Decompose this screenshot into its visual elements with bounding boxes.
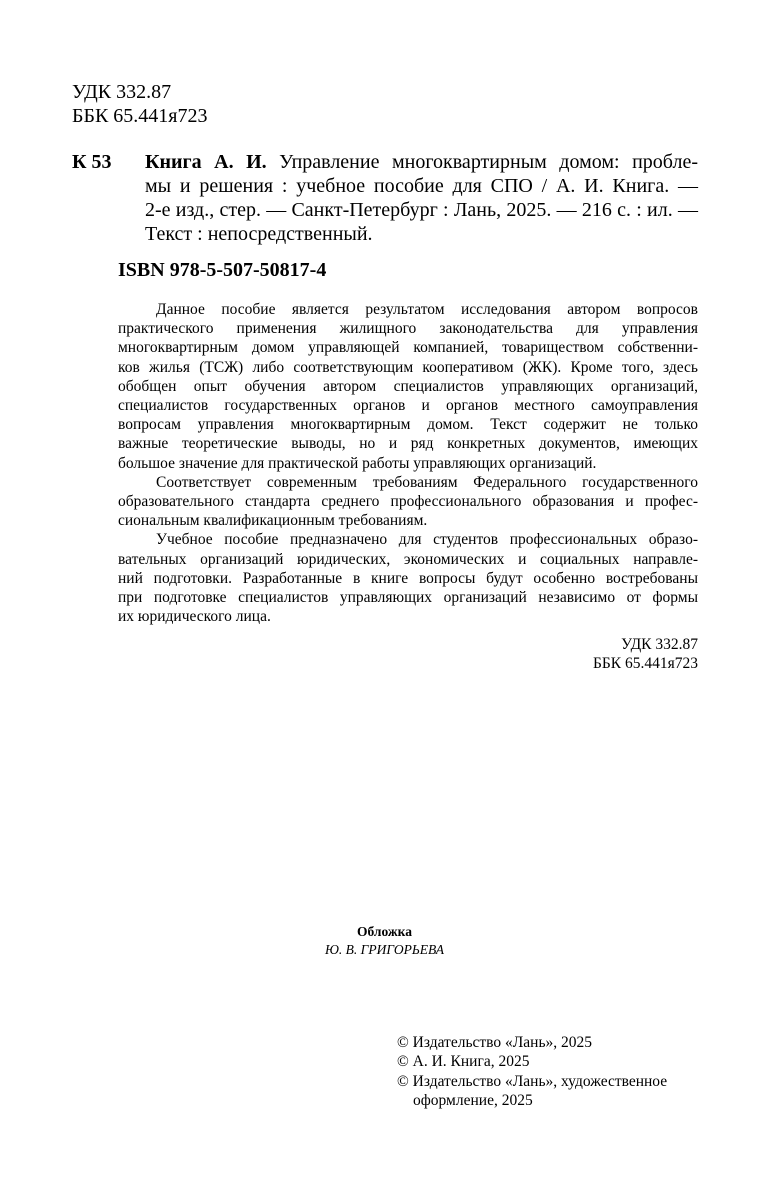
bib-line-1 [145,150,698,174]
bibliographic-record [145,150,698,246]
annotation-line: ков жилья (ТСЖ) либо соответствующим кооперативом (ЖК). Кроме того, здесь [118,358,698,376]
copyright-line: © А. И. Книга, 2025 [397,1053,530,1071]
bbk-code: ББК 65.441я723 [72,105,208,127]
author-cipher: К 53 [72,151,112,173]
bib-title-part: Управление многоквартирным домом: пробле- [266,151,698,173]
bib-line-4: Текст : непосредственный. [145,223,373,245]
bib-line-3: 2-е изд., стер. — Санкт-Петербург : Лань, 2025. — 216 с. : ил. — [145,199,698,221]
author-name: Книга А. И. [145,151,267,173]
annotation-line: ний подготовки. Разработанные в книге вопросы будут особенно востребованы [118,569,698,587]
copyright-line: © Издательство «Лань», художественное [397,1072,668,1090]
annotation-line: образовательного стандарта среднего профессионального образования и профес- [118,493,698,511]
isbn: ISBN 978-5-507-50817-4 [118,259,327,281]
classification-bottom [593,635,698,673]
udk-code: УДК 332.87 [621,636,698,653]
annotation-line: важные теоретические выводы, но и ряд конкретных документов, имеющих [118,435,698,453]
bib-line-2: мы и решения : учебное пособие для СПО / А. И. Книга. — [145,175,698,197]
copyright-block [397,1033,667,1111]
annotation-line: обобщен опыт обучения автором специалистов управляющих организаций, [118,377,698,395]
annotation-line: специалистов государственных органов и органов местного самоуправления [118,397,698,415]
udk-code: УДК 332.87 [72,81,172,103]
annotation-line: их юридического лица. [118,608,271,626]
cover-label: Обложка [356,924,412,939]
annotation-paragraph [118,300,698,473]
annotation-paragraph [118,530,698,626]
copyright-line: оформление, 2025 [413,1092,533,1110]
annotation-line: практического применения жилищного законодательства для управления [118,320,698,338]
cover-designer: Ю. В. ГРИГОРЬЕВА [324,942,445,957]
annotation [118,300,698,626]
annotation-line: вательных организаций юридических, экономических и социальных направле- [118,550,698,568]
classification-top [72,80,208,128]
annotation-line: Данное пособие является результатом исследования автором вопросов [156,301,698,318]
annotation-line: Учебное пособие предназначено для студентов профессиональных образо- [156,531,698,549]
annotation-line: вопросам управления многоквартирным домом. Текст содержит не только [118,416,698,434]
annotation-line: Соответствует современным требованиям Федерального государственного [156,473,698,491]
copyright-line: © Издательство «Лань», 2025 [397,1034,593,1051]
bbk-code: ББК 65.441я723 [592,655,698,673]
annotation-paragraph [118,473,698,531]
annotation-line: сиональным квалификационным требованиям. [118,512,428,530]
annotation-line: большое значение для практической работы управляющих организаций. [118,454,597,472]
annotation-line: при подготовке специалистов управляющих организаций независимо от формы [118,589,698,607]
annotation-line: многоквартирным домом управляющей компанией, товариществом собственни- [118,339,698,357]
